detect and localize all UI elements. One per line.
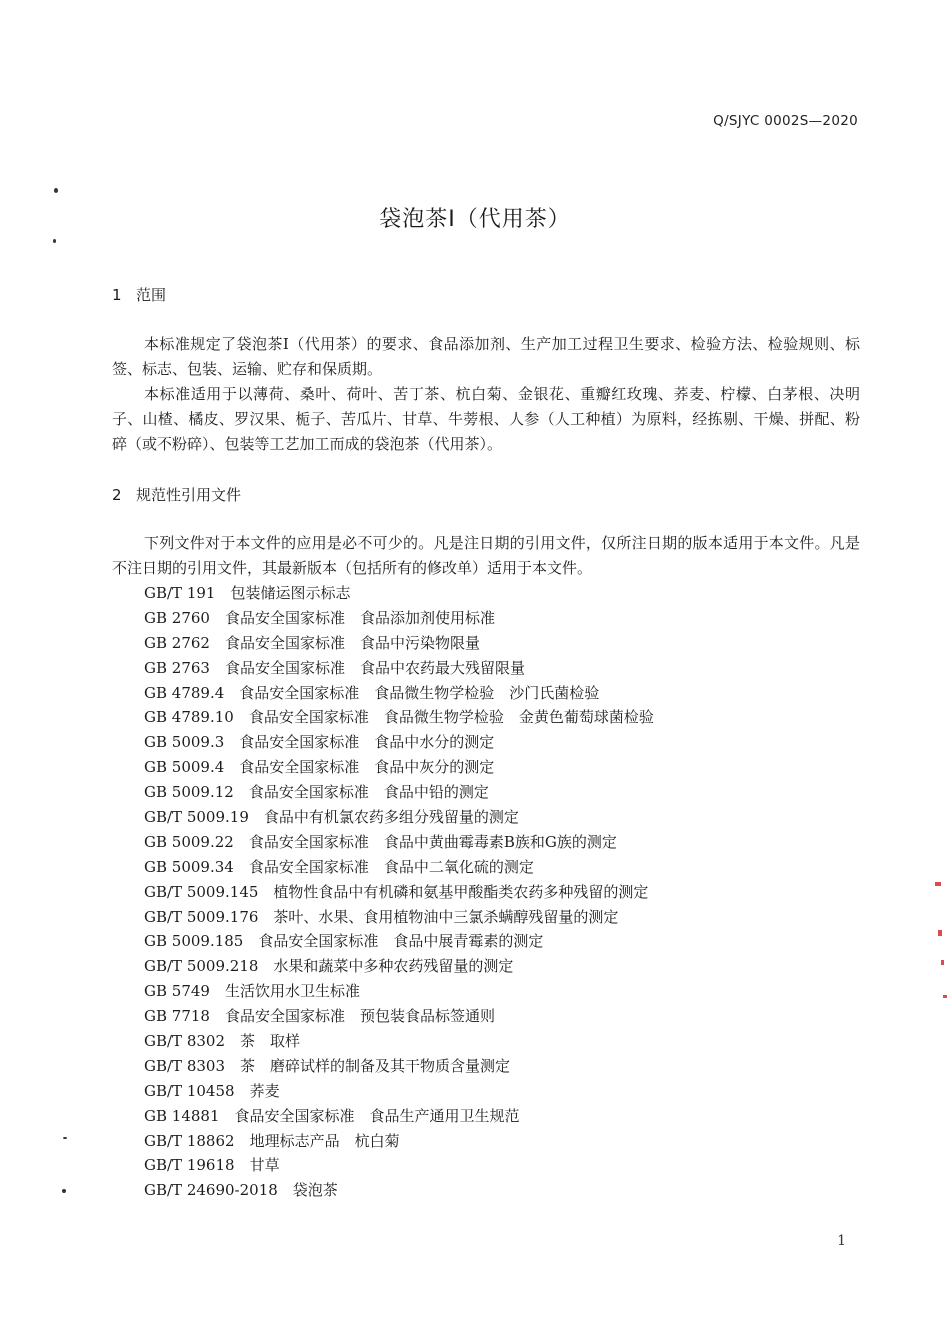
reference-code: GB/T 19618 [144, 1156, 235, 1175]
reference-code: GB/T 18862 [144, 1131, 235, 1150]
reference-title: 植物性食品中有机磷和氨基甲酸酯类农药多种残留的测定 [273, 882, 649, 901]
reference-code: GB/T 5009.19 [144, 808, 249, 827]
reference-gap [258, 883, 273, 901]
reference-title: 食品安全国家标准 食品微生物学检验 沙门氏菌检验 [239, 683, 600, 702]
reference-code: GB/T 5009.218 [144, 957, 259, 976]
reference-gap [224, 684, 239, 702]
reference-code: GB 2763 [144, 658, 210, 677]
section-number: 2 [112, 486, 122, 504]
reference-gap [249, 808, 264, 826]
reference-title: 食品安全国家标准 食品微生物学检验 金黄色葡萄球菌检验 [248, 708, 654, 727]
red-edge-mark [943, 995, 947, 998]
document-title: 袋泡茶Ⅰ（代用茶） [379, 207, 571, 232]
reference-item [144, 1004, 654, 1029]
reference-gap [215, 584, 230, 602]
reference-code: GB/T 5009.145 [144, 882, 259, 901]
reference-gap [235, 1156, 250, 1174]
reference-gap [224, 758, 239, 776]
reference-title: 茶叶、水果、食用植物油中三氯杀螨醇残留量的测定 [273, 907, 619, 926]
red-edge-mark [938, 930, 942, 936]
reference-gap [234, 858, 249, 876]
reference-code: GB/T 191 [144, 584, 216, 602]
reference-title: 食品安全国家标准 食品中铅的测定 [248, 783, 489, 802]
reference-title: 地理标志产品 杭白菊 [249, 1131, 400, 1150]
reference-title: 食品中有机氯农药多组分残留量的测定 [263, 808, 519, 827]
reference-gap [243, 932, 258, 950]
page-number: 1 [837, 1233, 846, 1249]
reference-code: GB 2762 [144, 633, 210, 652]
reference-code: GB/T 8302 [144, 1032, 226, 1051]
reference-title: 袋泡茶 [292, 1181, 338, 1200]
reference-item [144, 979, 654, 1004]
reference-item [144, 1079, 654, 1104]
reference-title: 甘草 [249, 1156, 280, 1175]
reference-gap [234, 708, 249, 726]
reference-title: 茶 取样 [240, 1032, 301, 1051]
reference-item [144, 830, 654, 855]
reference-gap [210, 659, 225, 677]
reference-title: 生活饮用水卫生标准 [224, 982, 360, 1001]
reference-title: 食品安全国家标准 食品中污染物限量 [224, 633, 480, 652]
reference-title: 食品安全国家标准 食品生产通用卫生规范 [234, 1106, 520, 1125]
reference-item [144, 855, 654, 880]
red-edge-mark [941, 960, 944, 965]
section-number: 1 [112, 286, 122, 304]
reference-item [144, 1129, 654, 1154]
reference-item [144, 1029, 654, 1054]
section-title: 范围 [136, 286, 167, 304]
reference-item [144, 1104, 654, 1129]
reference-code: GB 5009.3 [144, 733, 225, 752]
reference-gap [210, 1007, 225, 1025]
reference-title: 食品安全国家标准 食品中农药最大残留限量 [224, 658, 525, 677]
reference-gap [220, 1107, 235, 1125]
reference-code: GB 5009.22 [144, 832, 234, 851]
reference-gap [234, 833, 249, 851]
reference-code: GB 14881 [144, 1106, 220, 1125]
reference-item [144, 929, 654, 954]
reference-item [144, 805, 654, 830]
reference-title: 水果和蔬菜中多种农药残留量的测定 [273, 957, 514, 976]
section-heading-references [112, 484, 241, 505]
reference-item [144, 755, 654, 780]
reference-code: GB 2760 [144, 608, 210, 627]
reference-item [144, 780, 654, 805]
scope-paragraph-1: 本标准规定了袋泡茶Ⅰ（代用茶）的要求、食品添加剂、生产加工过程卫生要求、检验方法、检验规则、标签、标志、包装、运输、贮存和保质期。 [112, 335, 860, 378]
section-heading-scope [112, 284, 166, 305]
reference-gap [234, 783, 249, 801]
reference-code: GB 5009.34 [144, 857, 234, 876]
reference-code: GB/T 5009.176 [144, 907, 259, 926]
reference-code: GB/T 8303 [144, 1056, 226, 1075]
scope-paragraph-2: 本标准适用于以薄荷、桑叶、荷叶、苦丁茶、杭白菊、金银花、重瓣红玫瑰、荞麦、柠檬、白茅根、决明子、山楂、橘皮、罗汉果、栀子、苦瓜片、甘草、牛蒡根、人参（人工种植）为原料，经拣剔、干燥、拼配、粉碎（或不粉碎）、包装等工艺加工而成的袋泡茶（代用茶）。 [112, 385, 860, 453]
reference-title: 茶 磨碎试样的制备及其干物质含量测定 [240, 1056, 511, 1075]
scan-speck [62, 1189, 66, 1193]
reference-title: 包装储运图示标志 [230, 584, 351, 602]
scan-speck [53, 239, 56, 243]
standard-code: Q/SJYC 0002S—2020 [713, 113, 858, 129]
scan-speck [54, 188, 58, 193]
reference-title: 食品安全国家标准 食品添加剂使用标准 [224, 608, 495, 627]
reference-item [144, 705, 654, 730]
reference-gap [225, 1032, 240, 1050]
reference-gap [258, 957, 273, 975]
reference-item [144, 656, 654, 681]
red-edge-mark [935, 882, 941, 886]
reference-gap [235, 1082, 250, 1100]
references-intro-paragraph: 下列文件对于本文件的应用是必不可少的。凡是注日期的引用文件，仅所注日期的版本适用于本文件。凡是不注日期的引用文件，其最新版本（包括所有的修改单）适用于本文件。 [112, 534, 860, 577]
reference-code: GB 7718 [144, 1007, 210, 1026]
reference-gap [210, 982, 225, 1000]
reference-title: 食品安全国家标准 食品中灰分的测定 [239, 758, 495, 777]
reference-code: GB/T 24690-2018 [144, 1181, 278, 1200]
reference-item [144, 606, 654, 631]
reference-item [144, 631, 654, 656]
reference-title: 食品安全国家标准 食品中水分的测定 [239, 733, 495, 752]
section-title: 规范性引用文件 [136, 486, 242, 504]
reference-code: GB 4789.4 [144, 683, 225, 702]
reference-gap [235, 1132, 250, 1150]
reference-code: GB/T 10458 [144, 1081, 235, 1100]
reference-gap [258, 908, 273, 926]
reference-title: 荞麦 [249, 1081, 280, 1100]
reference-gap [225, 1057, 240, 1075]
reference-gap [278, 1181, 293, 1199]
reference-item [144, 1054, 654, 1079]
reference-gap [224, 733, 239, 751]
reference-code: GB 5009.185 [144, 932, 244, 951]
reference-title: 食品安全国家标准 预包装食品标签通则 [224, 1007, 495, 1026]
scan-speck [63, 1137, 67, 1139]
reference-gap [210, 609, 225, 627]
reference-title: 食品安全国家标准 食品中二氧化硫的测定 [248, 857, 534, 876]
reference-code: GB 5009.12 [144, 783, 234, 802]
reference-item [144, 681, 654, 706]
reference-item [144, 905, 654, 930]
reference-item [144, 880, 654, 905]
reference-item [144, 1178, 654, 1203]
reference-item [144, 954, 654, 979]
reference-gap [210, 634, 225, 652]
reference-item [144, 1153, 654, 1178]
reference-list [144, 581, 654, 1203]
reference-title: 食品安全国家标准 食品中展青霉素的测定 [258, 932, 544, 951]
reference-code: GB 5009.4 [144, 758, 225, 777]
reference-code: GB 4789.10 [144, 708, 234, 727]
reference-item [144, 581, 654, 606]
reference-code: GB 5749 [144, 982, 210, 1001]
reference-title: 食品安全国家标准 食品中黄曲霉毒素B族和G族的测定 [248, 832, 617, 851]
reference-item [144, 730, 654, 755]
